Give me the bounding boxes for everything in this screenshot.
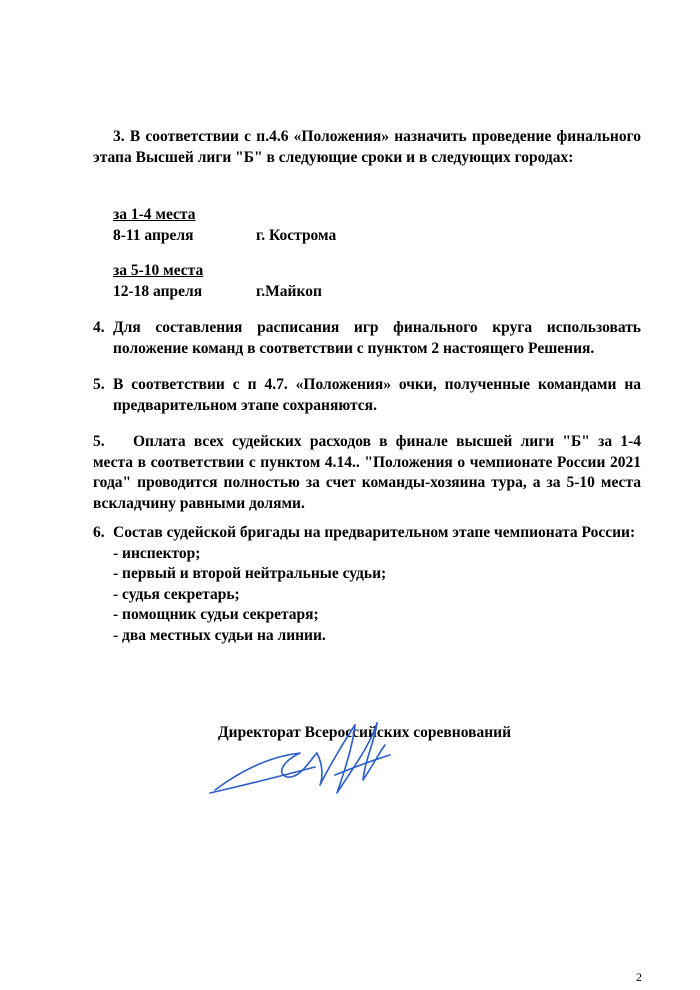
item-6-number: 6. [93, 524, 105, 541]
signature-line: Директорат Всероссийских соревнований [218, 724, 511, 741]
item-3-paragraph: 3. В соответствии с п.4.6 «Положения» назначить проведение финального этапа Высшей лиги "Б" в следующие сроки и в следующих городах: [93, 128, 641, 166]
group-1-date: 8-11 апреля [113, 226, 194, 244]
list-item: - два местных судьи на линии. [113, 626, 326, 644]
item-6-text: Состав судейской бригады на предварительном этапе чемпионата России: [113, 524, 636, 541]
handwritten-signature [205, 705, 395, 800]
item-5a-paragraph [93, 375, 641, 416]
item-4-paragraph [93, 318, 641, 359]
list-item: - помощник судьи секретаря; [113, 606, 319, 623]
list-item: - инспектор; [113, 544, 201, 562]
judges-list [93, 544, 641, 647]
list-item: - судья секретарь; [113, 585, 240, 603]
group-1-block [113, 205, 661, 246]
item-4-number: 4. [93, 319, 105, 336]
item-6-paragraph [93, 523, 641, 646]
item-4-text: Для составления расписания игр финального круга использовать положение команд в соответствии с пунктом 2 настоящего Решения. [113, 319, 641, 357]
item-5a-text: В соответствии с п 4.7. «Положения» очки, полученные командами на предварительном этапе сохраняются. [113, 376, 641, 414]
signature-stroke [210, 767, 315, 793]
group-2-city: г.Майкоп [256, 282, 322, 300]
group-2-heading: за 5-10 места [113, 262, 204, 279]
item-5a-number: 5. [93, 376, 105, 393]
list-item: - первый и второй нейтральные судьи; [113, 565, 387, 582]
item-5b-paragraph [93, 432, 641, 512]
group-1-heading: за 1-4 места [113, 206, 196, 223]
group-2-date: 12-18 апреля [113, 282, 203, 300]
item-5b-text: Оплата всех судейских расходов в финале высшей лиги "Б" за 1-4 места в соответствии с пунктом 4.14.. "Положения о чемпионате России 2021 года" проводится полностью за счет команды-хозяина тура, а за 5-10 места вскладчину равными долями. [93, 433, 641, 512]
signature-stroke [215, 753, 317, 790]
signature-stroke [337, 723, 377, 793]
group-2-block [113, 261, 661, 302]
page-number: 2 [636, 970, 642, 984]
item-5b-number: 5. [93, 433, 105, 450]
signature-stroke [335, 755, 390, 775]
group-1-city: г. Кострома [256, 226, 337, 244]
